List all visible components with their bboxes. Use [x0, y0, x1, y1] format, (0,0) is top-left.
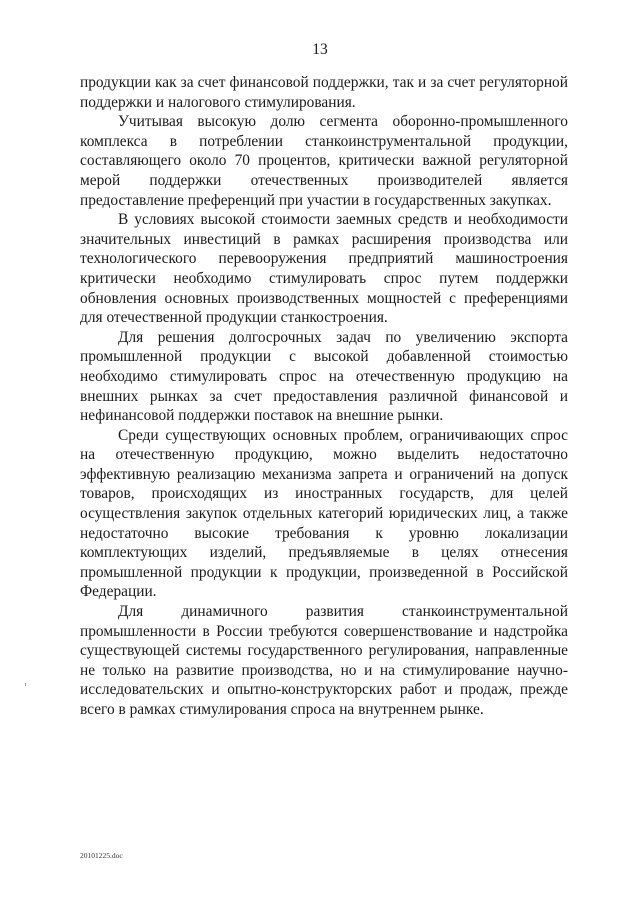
- paragraph-continuation: продукции как за счет финансовой поддержки, так и за счет регуляторной поддержки и налогового стимулирования.: [80, 74, 568, 111]
- document-body: [80, 73, 568, 720]
- paragraph-regulation: Для динамичного развития станкоинструментальной промышленности в России требуются совершенствование и надстройка существующей системы государственного регулирования, направленные не только на развитие производства, но и на стимулирование научно-исследовательских и опытно-конструкторских работ и продаж, прежде всего в рамках стимулирования спроса на внутреннем рынке.: [80, 603, 568, 718]
- paragraph-problems: Среди существующих основных проблем, ограничивающих спрос на отечественную продукцию, можно выделить недостаточно эффективную реализацию механизма запрета и ограничений на допуск товаров, происходящих из иностранных государств, для целей осуществления закупок отдельных категорий юридических лиц, а также недостаточно высокие требования к уровню локализации комплектующих изделий, предъявляемые в целях отнесения промышленной продукции к продукции, произведенной в Российской Федерации.: [80, 426, 568, 601]
- page-number: 13: [312, 41, 328, 58]
- scan-mark: [25, 683, 26, 686]
- paragraph-investment: В условиях высокой стоимости заемных средств и необходимости значительных инвестиций в рамках расширения производства или технологического перевооружения предприятий машиностроения критически необходимо стимулировать спрос путем поддержки обновления основных производственных мощностей с преференциями для отечественной продукции станкостроения.: [80, 211, 568, 327]
- paragraph-export: Для решения долгосрочных задач по увеличению экспорта промышленной продукции с высокой добавленной стоимостью необходимо стимулировать спрос на отечественную продукцию на внешних рынках за счет предоставления различной финансовой и нефинансовой поддержки поставок на внешние рынки.: [80, 328, 568, 425]
- paragraph-preferences: Учитывая высокую долю сегмента оборонно-промышленного комплекса в потреблении станкоинструментальной продукции, составляющего около 70 процентов, критически важной регуляторной мерой поддержки отечественных производителей является предоставление преференций при участии в государственных закупках.: [80, 113, 568, 209]
- footer-filename: 20101225.doc: [80, 851, 123, 860]
